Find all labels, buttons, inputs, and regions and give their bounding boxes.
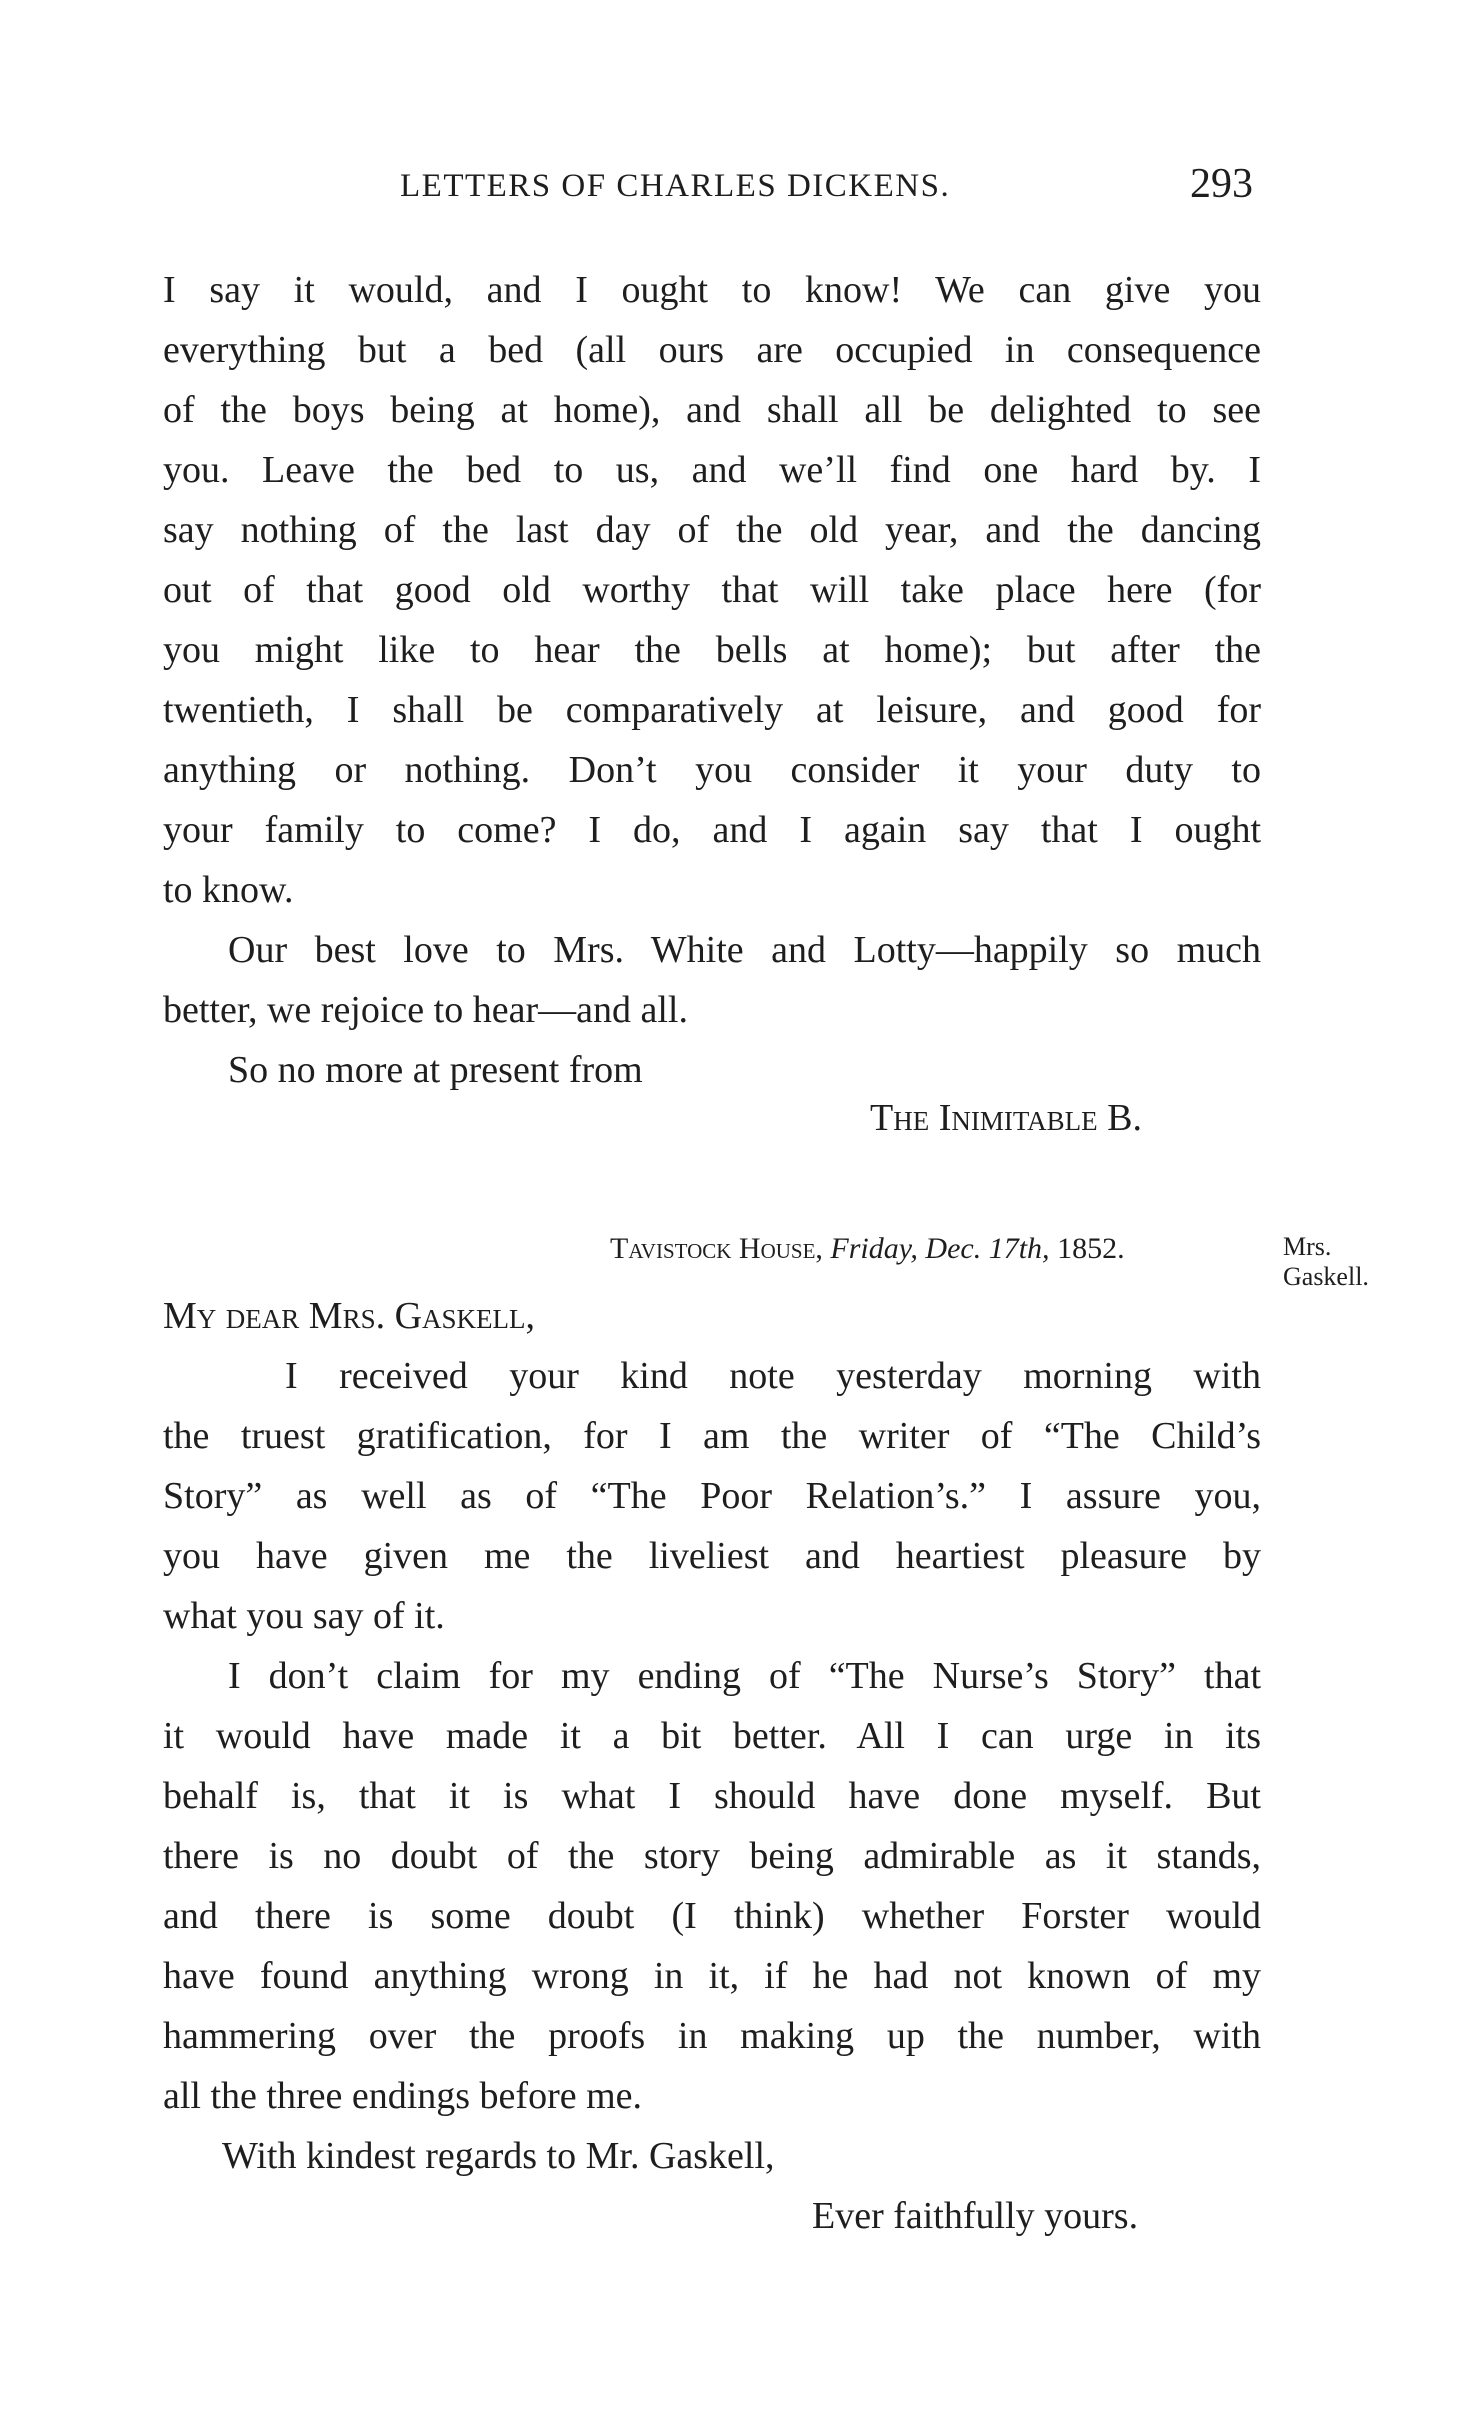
text-line: anything or nothing. Don’t you consider it your duty to: [163, 749, 1261, 791]
text-line: to know.: [163, 869, 294, 911]
dateline-place: Tavistock House,: [610, 1232, 823, 1265]
text-line: what you say of it.: [163, 1595, 445, 1637]
margin-note-line: Gaskell.: [1283, 1262, 1369, 1291]
text-line: twentieth, I shall be comparatively at leisure, and good for: [163, 689, 1261, 731]
text-line: your family to come? I do, and I again say that I ought: [163, 809, 1261, 851]
margin-note: [1283, 1232, 1369, 1292]
text-line: all the three endings before me.: [163, 2075, 643, 2117]
text-line: you. Leave the bed to us, and we’ll find one hard by. I: [163, 449, 1261, 491]
text-line: it would have made it a bit better. All I can urge in its: [163, 1715, 1261, 1757]
text-line: I don’t claim for my ending of “The Nurse’s Story” that: [228, 1655, 1261, 1697]
text-line: out of that good old worthy that will take place here (for: [163, 569, 1261, 611]
salutation: My dear Mrs. Gaskell,: [163, 1295, 536, 1337]
text-line: better, we rejoice to hear—and all.: [163, 989, 688, 1031]
margin-note-line: Mrs.: [1283, 1232, 1332, 1261]
dateline: [610, 1232, 1125, 1266]
text-line: and there is some doubt (I think) whether Forster would: [163, 1895, 1261, 1937]
closing: So no more at present from: [228, 1049, 643, 1091]
dateline-year: 1852.: [1057, 1232, 1125, 1265]
signature: Ever faithfully yours.: [812, 2195, 1139, 2237]
text-line: Our best love to Mrs. White and Lotty—happily so much: [228, 929, 1261, 971]
text-line: Story” as well as of “The Poor Relation’s.” I assure you,: [163, 1475, 1261, 1517]
closing: With kindest regards to Mr. Gaskell,: [222, 2135, 775, 2177]
text-line: I say it would, and I ought to know! We can give you: [163, 269, 1261, 311]
page-number: 293: [1190, 161, 1253, 207]
text-line: say nothing of the last day of the old year, and the dancing: [163, 509, 1261, 551]
text-line: behalf is, that it is what I should have done myself. But: [163, 1775, 1261, 1817]
running-header: LETTERS OF CHARLES DICKENS.: [400, 168, 951, 204]
text-line: everything but a bed (all ours are occupied in consequence: [163, 329, 1261, 371]
text-line: hammering over the proofs in making up the number, with: [163, 2015, 1261, 2057]
text-line: I received your kind note yesterday morning with: [285, 1355, 1261, 1397]
text-line: the truest gratification, for I am the writer of “The Child’s: [163, 1415, 1261, 1457]
signature: The Inimitable B.: [870, 1097, 1143, 1139]
text-line: have found anything wrong in it, if he had not known of my: [163, 1955, 1261, 1997]
text-line: of the boys being at home), and shall all be delighted to see: [163, 389, 1261, 431]
text-line: you might like to hear the bells at home); but after the: [163, 629, 1261, 671]
text-line: you have given me the liveliest and heartiest pleasure by: [163, 1535, 1261, 1577]
dateline-day: Friday, Dec. 17th,: [830, 1232, 1050, 1265]
text-line: there is no doubt of the story being admirable as it stands,: [163, 1835, 1261, 1877]
